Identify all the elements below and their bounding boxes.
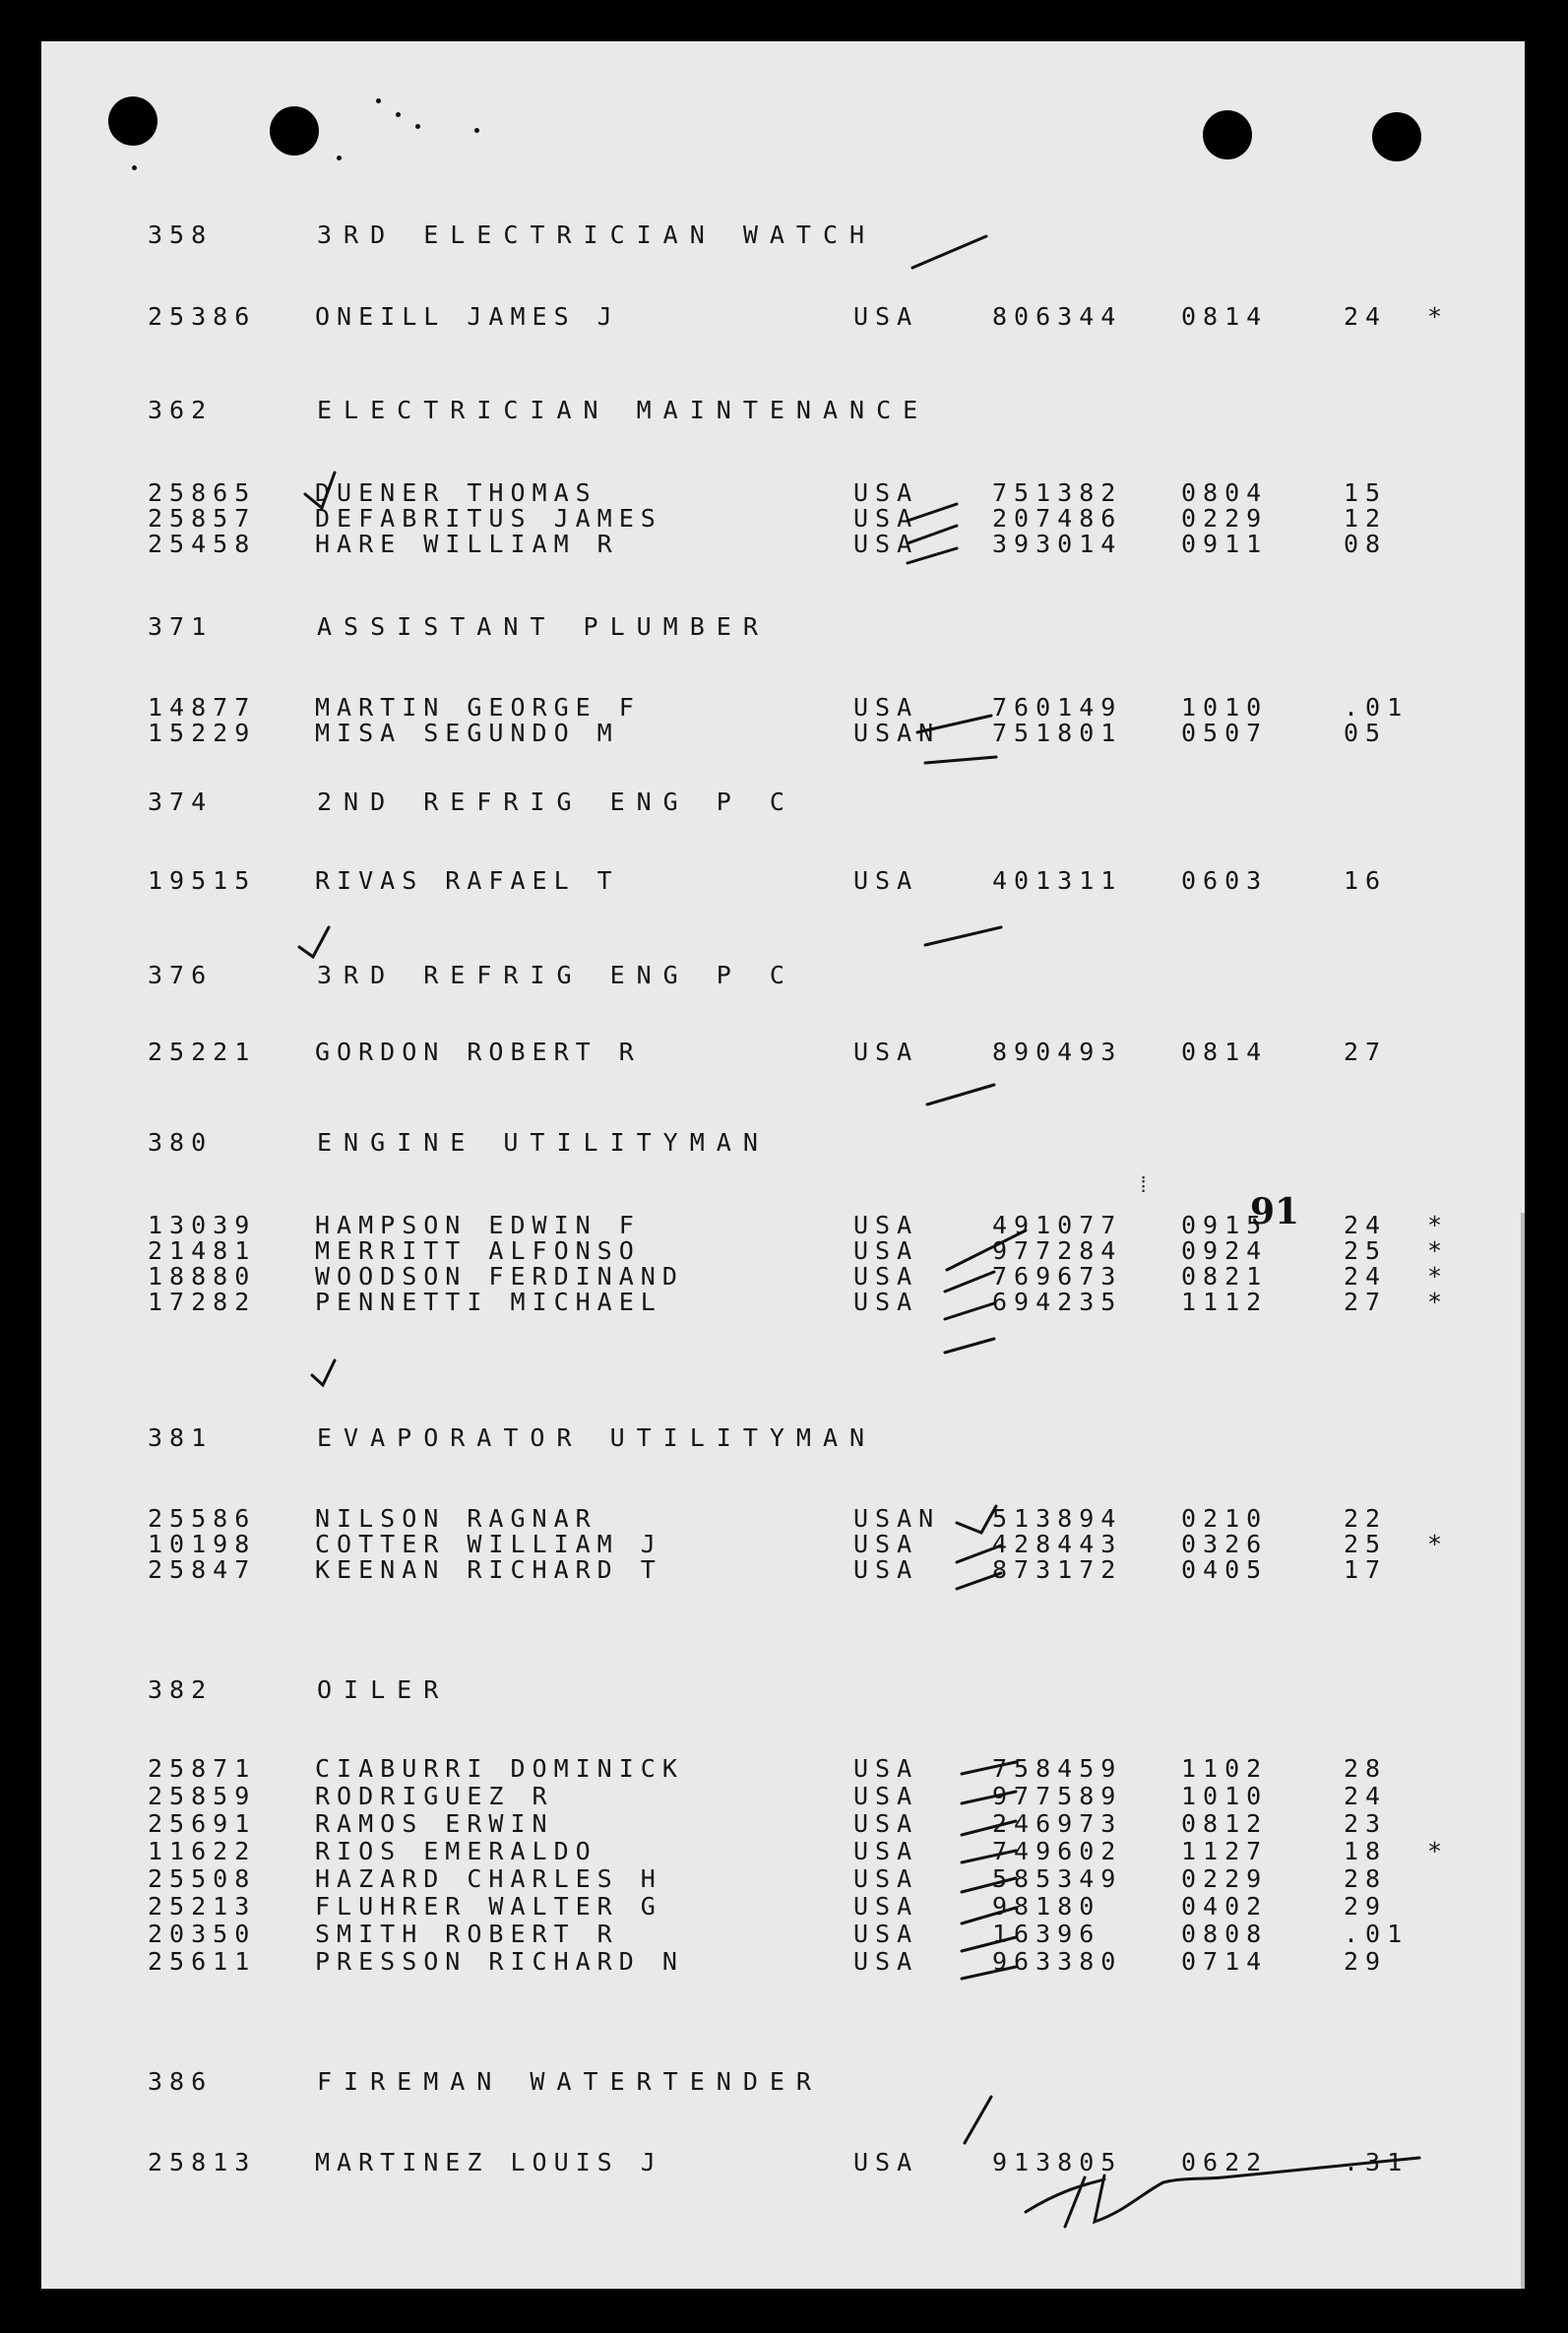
citizenship: USA: [853, 1038, 919, 1066]
crew-id: 25386: [148, 302, 257, 331]
crew-name: RODRIGUEZ R: [315, 1782, 554, 1810]
section-title: 3RD REFRIG ENG P C: [317, 961, 796, 989]
check-mark: [299, 927, 329, 957]
age-value: 12: [1344, 504, 1388, 533]
citizenship: USA: [853, 1211, 919, 1239]
citizenship: USA: [853, 1754, 919, 1783]
section-title: ASSISTANT PLUMBER: [317, 612, 770, 641]
section-code: 376: [148, 961, 214, 989]
citizenship: USAN: [853, 719, 941, 747]
document-number: 760149: [992, 693, 1123, 722]
section-title: ENGINE UTILITYMAN: [317, 1128, 770, 1157]
date-code: 0603: [1181, 866, 1269, 895]
age-value: 24: [1344, 302, 1388, 331]
section-title: ELECTRICIAN MAINTENANCE: [317, 396, 930, 424]
crew-id: 25813: [148, 2148, 257, 2176]
asterisk-mark: *: [1427, 1211, 1450, 1239]
section-title: FIREMAN WATERTENDER: [317, 2067, 823, 2096]
check-mark: [962, 1792, 1016, 1803]
crew-name: HAZARD CHARLES H: [315, 1864, 662, 1893]
age-value: 23: [1344, 1809, 1388, 1838]
crew-id: 25871: [148, 1754, 257, 1783]
crew-name: RAMOS ERWIN: [315, 1809, 554, 1838]
citizenship: USA: [853, 1288, 919, 1316]
crew-id: 25213: [148, 1892, 257, 1921]
age-value: .31: [1344, 2148, 1410, 2176]
document-number: 769673: [992, 1262, 1123, 1291]
check-mark: [965, 2097, 991, 2143]
crew-id: 13039: [148, 1211, 257, 1239]
age-value: 17: [1344, 1555, 1388, 1584]
crew-id: 21481: [148, 1236, 257, 1265]
age-value: .01: [1344, 1920, 1410, 1948]
crew-name: DEFABRITUS JAMES: [315, 504, 662, 533]
date-code: 0714: [1181, 1947, 1269, 1976]
check-mark: [962, 1821, 1016, 1835]
document-number: 963380: [992, 1947, 1123, 1976]
check-mark: [908, 548, 957, 563]
crew-id: 25865: [148, 478, 257, 507]
document-number: 207486: [992, 504, 1123, 533]
date-code: 1010: [1181, 1782, 1269, 1810]
citizenship: USA: [853, 2148, 919, 2176]
check-mark: [957, 1545, 1001, 1562]
citizenship: USA: [853, 1555, 919, 1584]
citizenship: USA: [853, 530, 919, 558]
age-value: 24: [1344, 1782, 1388, 1810]
crew-name: DUENER THOMAS: [315, 478, 597, 507]
age-value: 16: [1344, 866, 1388, 895]
section-code: 371: [148, 612, 214, 641]
age-value: 25: [1344, 1530, 1388, 1558]
section-title: EVAPORATOR UTILITYMAN: [317, 1423, 877, 1452]
page-number: 91: [1250, 1191, 1300, 1232]
check-mark: [925, 927, 1001, 945]
margin-mark: ⁞: [1137, 1173, 1151, 1198]
crew-name: RIVAS RAFAEL T: [315, 866, 619, 895]
date-code: 0402: [1181, 1892, 1269, 1921]
document-number: 890493: [992, 1038, 1123, 1066]
check-mark: [312, 1360, 335, 1385]
crew-name: KEENAN RICHARD T: [315, 1555, 662, 1584]
date-code: 1010: [1181, 693, 1269, 722]
age-value: 24: [1344, 1211, 1388, 1239]
document-number: 977589: [992, 1782, 1123, 1810]
document-number: 694235: [992, 1288, 1123, 1316]
date-code: 0812: [1181, 1809, 1269, 1838]
document-page: [41, 41, 1525, 2289]
age-value: 05: [1344, 719, 1388, 747]
citizenship: USA: [853, 1530, 919, 1558]
check-mark: [925, 757, 996, 763]
date-code: 0915: [1181, 1211, 1269, 1239]
crew-name: MARTIN GEORGE F: [315, 693, 641, 722]
crew-name: CIABURRI DOMINICK: [315, 1754, 684, 1783]
asterisk-mark: *: [1427, 1288, 1450, 1316]
section-code: 386: [148, 2067, 214, 2096]
asterisk-mark: *: [1427, 1236, 1450, 1265]
age-value: 29: [1344, 1892, 1388, 1921]
crew-id: 25857: [148, 504, 257, 533]
citizenship: USA: [853, 1782, 919, 1810]
crew-id: 25458: [148, 530, 257, 558]
age-value: 18: [1344, 1837, 1388, 1865]
date-code: 0808: [1181, 1920, 1269, 1948]
check-mark: [962, 1762, 1016, 1774]
age-value: 27: [1344, 1288, 1388, 1316]
asterisk-mark: *: [1427, 1262, 1450, 1291]
document-number: 806344: [992, 302, 1123, 331]
document-number: 428443: [992, 1530, 1123, 1558]
date-code: 0804: [1181, 478, 1269, 507]
date-code: 0814: [1181, 302, 1269, 331]
check-mark: [945, 1303, 994, 1319]
check-mark: [962, 1908, 1016, 1923]
document-number: 749602: [992, 1837, 1123, 1865]
signature: [1026, 2158, 1419, 2227]
check-mark: [927, 1085, 994, 1104]
crew-name: RIOS EMERALDO: [315, 1837, 597, 1865]
document-number: 751801: [992, 719, 1123, 747]
document-number: 401311: [992, 866, 1123, 895]
check-mark: [962, 1967, 1016, 1979]
date-code: 0326: [1181, 1530, 1269, 1558]
crew-id: 25611: [148, 1947, 257, 1976]
section-code: 362: [148, 396, 214, 424]
crew-id: 20350: [148, 1920, 257, 1948]
age-value: 22: [1344, 1504, 1388, 1533]
date-code: 0814: [1181, 1038, 1269, 1066]
citizenship: USA: [853, 693, 919, 722]
section-code: 380: [148, 1128, 214, 1157]
crew-name: HAMPSON EDWIN F: [315, 1211, 641, 1239]
document-number: 585349: [992, 1864, 1123, 1893]
check-mark: [962, 1937, 1016, 1951]
section-code: 358: [148, 221, 214, 249]
date-code: 0229: [1181, 504, 1269, 533]
check-mark: [945, 1339, 994, 1353]
citizenship: USA: [853, 504, 919, 533]
crew-id: 25586: [148, 1504, 257, 1533]
section-code: 374: [148, 788, 214, 816]
date-code: 0507: [1181, 719, 1269, 747]
document-number: 758459: [992, 1754, 1123, 1783]
date-code: 0924: [1181, 1236, 1269, 1265]
crew-id: 11622: [148, 1837, 257, 1865]
age-value: 29: [1344, 1947, 1388, 1976]
crew-name: MISA SEGUNDO M: [315, 719, 619, 747]
check-mark: [908, 526, 957, 543]
check-mark: [908, 504, 957, 521]
date-code: 0210: [1181, 1504, 1269, 1533]
document-number: 513894: [992, 1504, 1123, 1533]
citizenship: USA: [853, 1837, 919, 1865]
asterisk-mark: *: [1427, 302, 1450, 331]
age-value: 28: [1344, 1864, 1388, 1893]
check-mark: [957, 1573, 1001, 1589]
citizenship: USA: [853, 1892, 919, 1921]
crew-name: COTTER WILLIAM J: [315, 1530, 662, 1558]
age-value: .01: [1344, 693, 1410, 722]
document-number: 16396: [992, 1920, 1101, 1948]
date-code: 0405: [1181, 1555, 1269, 1584]
age-value: 25: [1344, 1236, 1388, 1265]
crew-name: FLUHRER WALTER G: [315, 1892, 662, 1921]
citizenship: USA: [853, 1920, 919, 1948]
crew-id: 18880: [148, 1262, 257, 1291]
check-mark: [957, 1506, 996, 1533]
document-number: 393014: [992, 530, 1123, 558]
check-mark: [962, 1878, 1016, 1892]
crew-id: 15229: [148, 719, 257, 747]
document-number: 491077: [992, 1211, 1123, 1239]
citizenship: USA: [853, 1262, 919, 1291]
document-number: 98180: [992, 1892, 1101, 1921]
date-code: 0821: [1181, 1262, 1269, 1291]
crew-name: MERRITT ALFONSO: [315, 1236, 641, 1265]
crew-id: 25508: [148, 1864, 257, 1893]
crew-id: 10198: [148, 1530, 257, 1558]
check-mark: [917, 716, 991, 732]
crew-name: WOODSON FERDINAND: [315, 1262, 684, 1291]
crew-name: ONEILL JAMES J: [315, 302, 619, 331]
crew-name: SMITH ROBERT R: [315, 1920, 619, 1948]
document-number: 246973: [992, 1809, 1123, 1838]
section-title: OILER: [317, 1675, 451, 1704]
citizenship: USA: [853, 866, 919, 895]
date-code: 0622: [1181, 2148, 1269, 2176]
check-mark: [912, 236, 986, 268]
date-code: 0229: [1181, 1864, 1269, 1893]
crew-name: PENNETTI MICHAEL: [315, 1288, 662, 1316]
section-title: 2ND REFRIG ENG P C: [317, 788, 796, 816]
crew-id: 25859: [148, 1782, 257, 1810]
crew-id: 19515: [148, 866, 257, 895]
date-code: 1112: [1181, 1288, 1269, 1316]
age-value: 28: [1344, 1754, 1388, 1783]
document-number: 751382: [992, 478, 1123, 507]
crew-name: NILSON RAGNAR: [315, 1504, 597, 1533]
crew-name: HARE WILLIAM R: [315, 530, 619, 558]
section-code: 382: [148, 1675, 214, 1704]
date-code: 0911: [1181, 530, 1269, 558]
crew-id: 14877: [148, 693, 257, 722]
page-edge-shadow: [1521, 1213, 1525, 2289]
asterisk-mark: *: [1427, 1837, 1450, 1865]
crew-id: 17282: [148, 1288, 257, 1316]
crew-id: 25847: [148, 1555, 257, 1584]
asterisk-mark: *: [1427, 1530, 1450, 1558]
date-code: 1127: [1181, 1837, 1269, 1865]
check-mark: [962, 1851, 1016, 1862]
citizenship: USA: [853, 1809, 919, 1838]
citizenship: USA: [853, 1864, 919, 1893]
citizenship: USA: [853, 302, 919, 331]
check-mark: [947, 1230, 1026, 1270]
date-code: 1102: [1181, 1754, 1269, 1783]
age-value: 24: [1344, 1262, 1388, 1291]
citizenship: USA: [853, 1947, 919, 1976]
age-value: 27: [1344, 1038, 1388, 1066]
citizenship: USA: [853, 1236, 919, 1265]
section-code: 381: [148, 1423, 214, 1452]
document-number: 977284: [992, 1236, 1123, 1265]
crew-name: PRESSON RICHARD N: [315, 1947, 684, 1976]
check-mark: [305, 473, 335, 508]
crew-name: GORDON ROBERT R: [315, 1038, 641, 1066]
citizenship: USAN: [853, 1504, 941, 1533]
crew-id: 25691: [148, 1809, 257, 1838]
document-number: 913805: [992, 2148, 1123, 2176]
crew-id: 25221: [148, 1038, 257, 1066]
age-value: 08: [1344, 530, 1388, 558]
handwritten-check-marks: [41, 41, 1525, 2289]
crew-name: MARTINEZ LOUIS J: [315, 2148, 662, 2176]
age-value: 15: [1344, 478, 1388, 507]
citizenship: USA: [853, 478, 919, 507]
document-number: 873172: [992, 1555, 1123, 1584]
section-title: 3RD ELECTRICIAN WATCH: [317, 221, 877, 249]
check-mark: [945, 1272, 994, 1292]
